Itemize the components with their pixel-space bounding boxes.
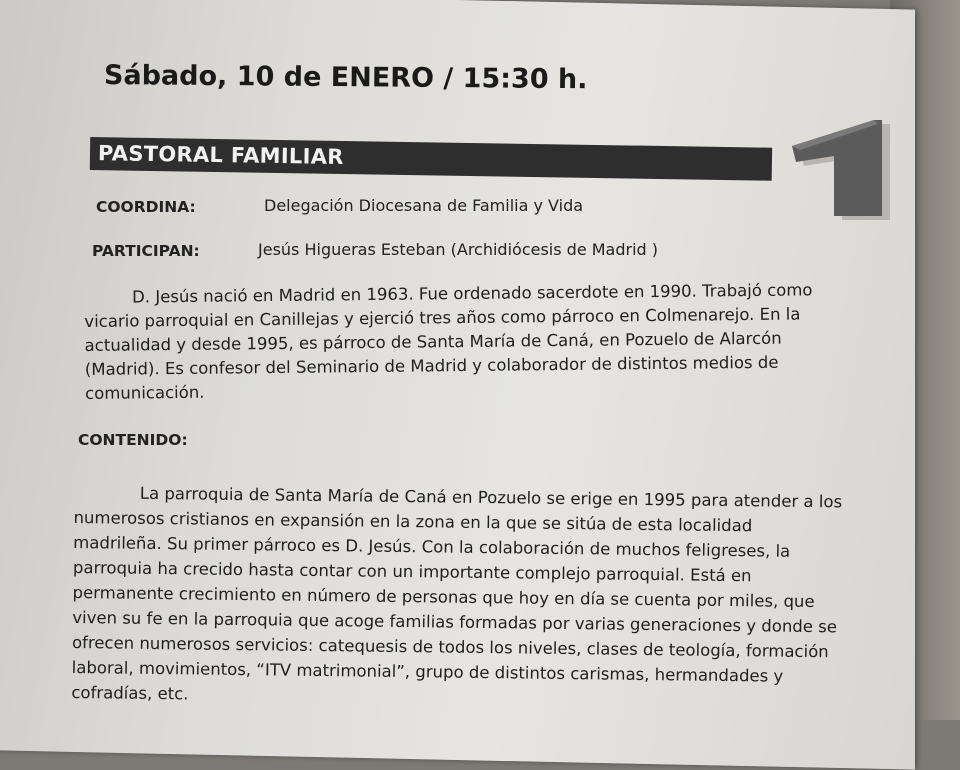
bio-line: D. Jesús nació en Madrid en 1963. Fue ordenado sacerdote en 1990. Trabajó como [132,280,813,307]
bio-paragraph [84,278,855,406]
contenido-line: viven su fe en la parroquia que acoge familias formadas por varias generaciones y donde se [72,607,838,637]
bio-line: (Madrid). Es confesor del Seminario de Madrid y colaborador de distintos medios de [84,352,779,379]
contenido-line: permanente crecimiento en número de personas que hoy en día se cuenta por miles, que [72,582,815,612]
contenido-line: cofradías, etc. [71,682,189,704]
bio-line: comunicación. [85,382,205,403]
contenido-line: ofrecen numerosos servicios: catequesis de todos los niveles, clases de teología, formación [71,632,829,662]
contenido-line: madrileña. Su primer párroco es D. Jesús. Con la colaboración de muchos feligreses, la [73,532,791,561]
section-number-graphic [786,116,916,224]
section-title-bar [90,137,772,181]
contenido-paragraph [71,480,864,715]
cropped-heading-fragment [108,0,124,21]
contenido-line: parroquia ha crecido hasta contar con un importante complejo parroquial. Está en [72,557,752,586]
event-date-time: Sábado, 10 de ENERO / 15:30 h. [103,60,588,96]
contenido-line: numerosos cristianos en expansión en la zona en la que se sitúa de esta localidad [73,507,753,536]
bio-line: vicario parroquial en Canillejas y ejerció tres años como párroco en Colmenarejo. En la [84,304,801,331]
section-title: PASTORAL FAMILIAR [97,141,344,169]
contenido-line: laboral, movimientos, “ITV matrimonial”, grupo de distintos carismas, hermandades y [71,657,784,686]
contenido-line: La parroquia de Santa María de Caná en Pozuelo se erige en 1995 para atender a los [139,483,843,512]
participan-label: PARTICIPAN: [92,242,200,260]
coordina-label: COORDINA: [96,198,196,216]
bio-line: actualidad y desde 1995, es párroco de Santa María de Caná, en Pozuelo de Alarcón [84,328,782,355]
contenido-heading: CONTENIDO: [78,431,188,449]
participan-value: Jesús Higueras Esteban (Archidiócesis de Madrid ) [258,240,659,259]
coordina-value: Delegación Diocesana de Familia y Vida [264,196,584,215]
